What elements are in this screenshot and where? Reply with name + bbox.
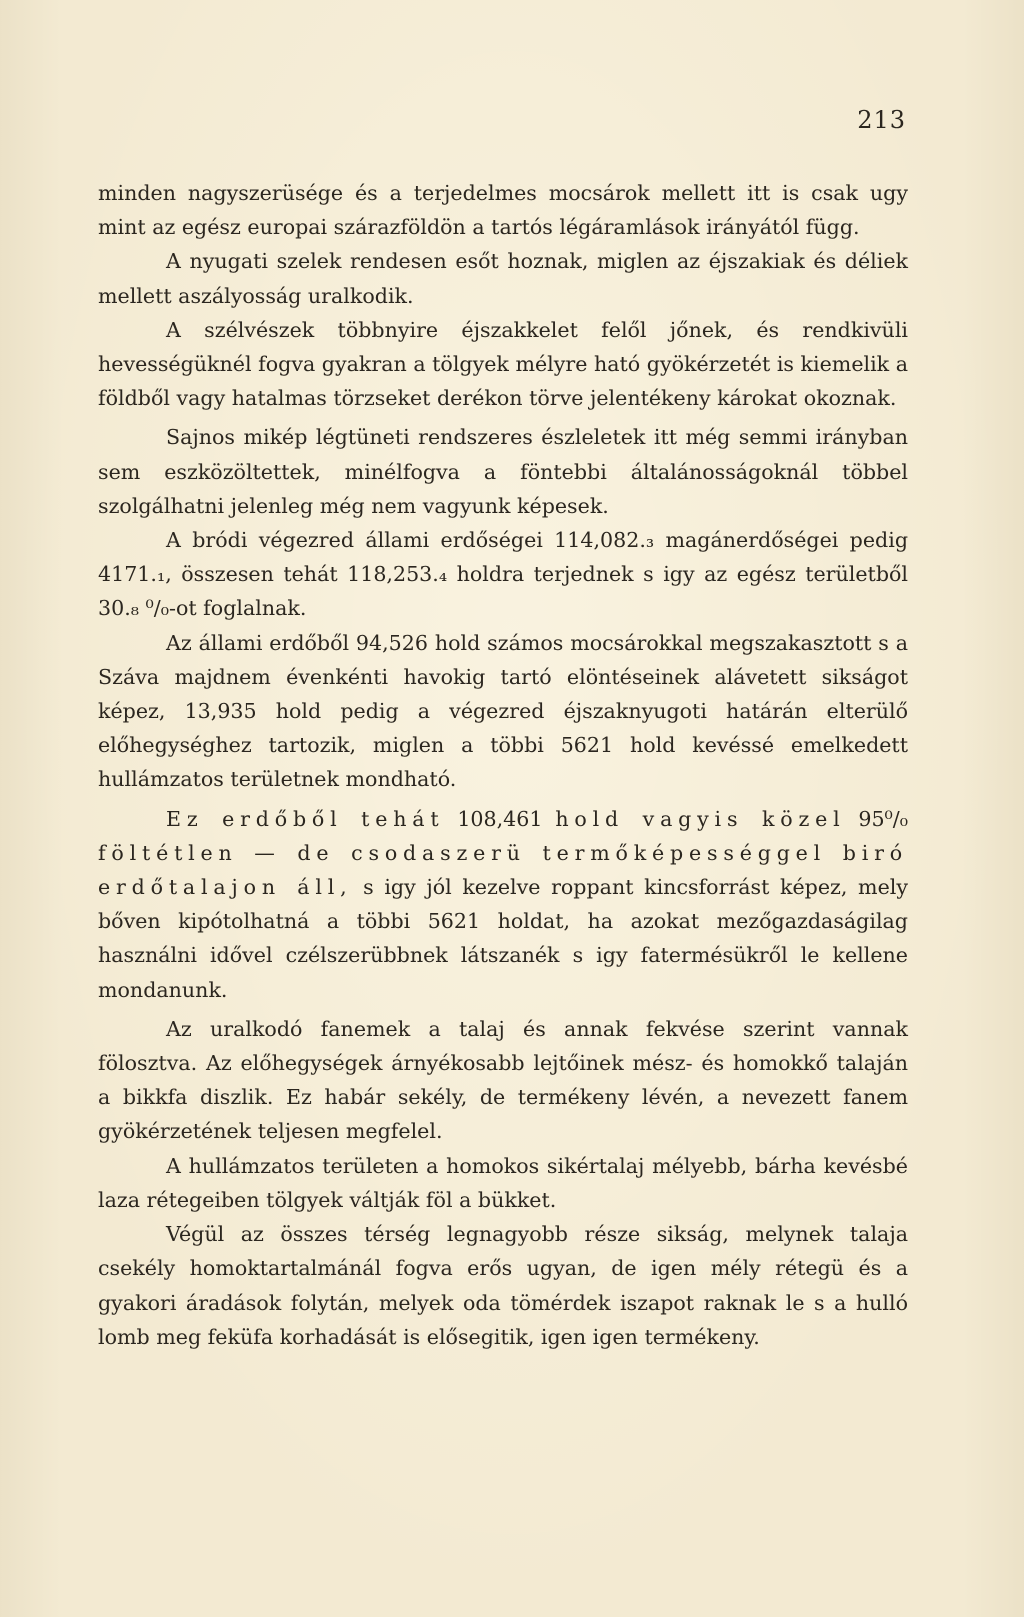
emphasis-spaced-1: Ez erdőből tehát: [166, 806, 445, 831]
paragraph-6: Az állami erdőből 94,526 hold számos mocsárokkal megszakasztott s a Száva majdnem évenkénti havokig tartó elöntéseinek alávetett sikságot képez, 13,935 hold pedig a végezred éjszaknyugoti határán elterülő előhegységhez tartozik, miglen a többi 5621 hold kevéssé emelkedett hullámzatos területnek mondható.: [98, 630, 908, 792]
paragraph-7-number-1: 108,461: [444, 806, 556, 831]
paragraph-3: A szélvészek többnyire éjszakkelet felől jőnek, és rendkivüli hevességüknél fogva gyakran a tölgyek mélyre ható gyökérzetét is kiemelik a földből vagy hatalmas törzseket derékon törve jelentékeny károkat okoznak.: [98, 317, 908, 411]
paragraph-7-rest: s igy jól kezelve roppant kincsforrást képez, mely bőven kipótolhatná a többi 5621 holdat, ha azokat mezőgazdaságilag használni idővel czélszerübbnek látszanék s igy fatermésükről le kellene mondanunk.: [98, 875, 908, 1002]
paragraph-1: minden nagyszerüsége és a terjedelmes mocsárok mellett itt is csak ugy mint az egész europai szárazföldön a tartós légáramlások irányától függ.: [98, 181, 908, 240]
paragraph-4: Sajnos mikép légtüneti rendszeres észleletek itt még semmi irányban sem eszközöltettek, minélfogva a föntebbi általánosságoknál többel szolgálhatni jelenleg még nem vagyunk képesek.: [98, 425, 908, 518]
paragraph-7: [98, 802, 908, 1007]
paragraph-2: A nyugati szelek rendesen esőt hoznak, miglen az éjszakiak és déliek mellett aszályosság uralkodik.: [98, 249, 908, 308]
body-text: [98, 176, 908, 1354]
paragraph-10: Végül az összes térség legnagyobb része sikság, melynek talaja csekély homoktartalmánál fogva erős ugyan, de igen mély rétegü és a gyakori áradások folytán, melyek oda tömérdek iszapot raknak le s a hulló lomb meg feküfa korhadását is elősegitik, igen igen termékeny.: [98, 1222, 908, 1349]
page-number: 213: [857, 106, 906, 134]
paragraph-5: A bródi végezred állami erdőségei 114,082.₃ magánerdőségei pedig 4171.₁, összesen tehát 118,253.₄ holdra terjednek s igy az egész területből 30.₈ ⁰/₀-ot foglalnak.: [98, 528, 908, 621]
emphasis-spaced-3: föltétlen — de csodaszerü termőképességgel biró erdőtalajon áll,: [98, 840, 908, 900]
paragraph-9: A hullámzatos területen a homokos sikértalaj mélyebb, bárha kevésbé laza rétegeiben tölgyek váltják föl a bükket.: [98, 1153, 908, 1212]
paragraph-8: Az uralkodó fanemek a talaj és annak fekvése szerint vannak fölosztva. Az előhegységek árnyékosabb lejtőinek mész- és homokkő talaján a bikkfa diszlik. Ez habár sekély, de termékeny lévén, a nevezett fanem gyökérzetének teljesen megfelel.: [98, 1016, 908, 1144]
emphasis-spaced-2: hold vagyis közel: [555, 806, 846, 831]
paragraph-7-percent: 95⁰/₀: [845, 806, 908, 831]
